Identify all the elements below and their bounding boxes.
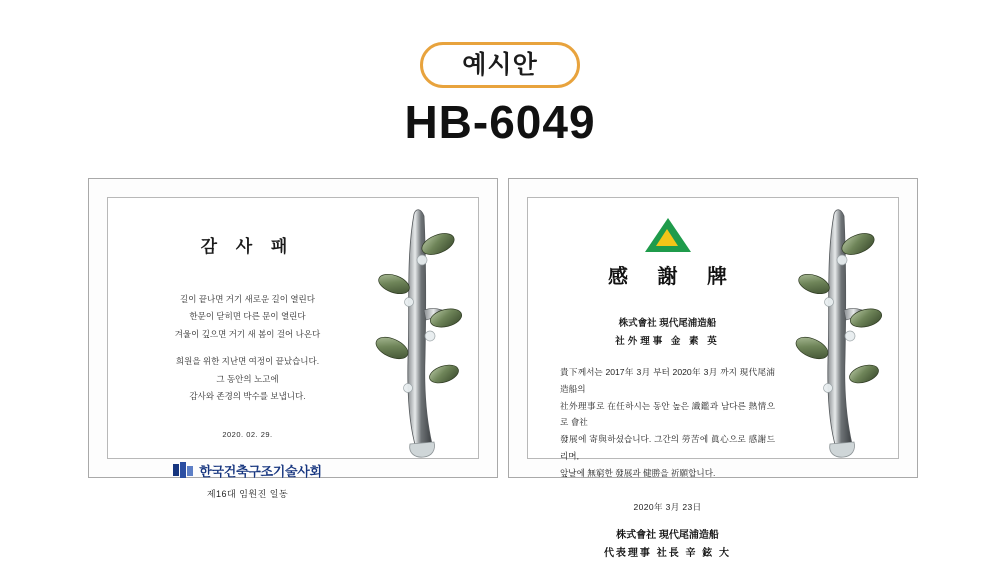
- plaque-right-recipient: [538, 315, 797, 350]
- plaque-left-body-line: 한문이 닫히면 다른 문이 열린다: [189, 311, 306, 322]
- model-code: HB-6049: [404, 96, 596, 148]
- plaque-left-org: [118, 461, 377, 480]
- plaque-right-body-line: 發展에 寄與하셨습니다. 그간의 勞苦에 眞心으로 感謝드리며,: [560, 434, 775, 461]
- plaque-right: [508, 178, 918, 560]
- plaque-left-org-name: 한국건축구조기술사회: [199, 463, 322, 479]
- plaque-right-signer-line: 代表理事 社長 辛 鉉 大: [603, 548, 732, 560]
- plaque-right-body-line: 貴下께서는 2017年 3月 부터 2020年 3月 까지 現代尾浦造船의: [560, 367, 775, 394]
- spacer: [118, 343, 377, 353]
- plaque-left: [88, 178, 498, 499]
- sample-badge: [420, 42, 580, 88]
- plaque-right-date: 2020年 3月 23日: [633, 502, 702, 513]
- plaque-left-body-line: 희원을 위한 지난면 여정이 끝났습니다.: [175, 356, 320, 367]
- plaque-right-body-line: 社外理事로 在任하시는 동안 높은 識鑑과 남다른 熱情으로 會社: [560, 400, 775, 428]
- plaque-right-signer: [538, 527, 797, 563]
- plaque-left-body-line: 길이 끝나면 거기 새로운 길이 열린다: [180, 294, 315, 304]
- plaque-right-recipient-line: 株式會社 現代尾浦造船: [618, 318, 717, 329]
- plaque-left-content: [108, 198, 383, 499]
- plaque-left-body-line: 그 동안의 노고에: [216, 373, 279, 384]
- plaque-right-body: [538, 364, 797, 481]
- korea-structural-engineers-logo-icon: [173, 462, 195, 478]
- plaque-left-org-sub: 제16대 임원진 일동: [206, 488, 289, 499]
- plaque-right-body-line: 앞날에 無窮한 發展과 健勝을 祈願합니다.: [560, 467, 716, 478]
- plaque-left-body-line: 겨울이 깊으면 거기 새 봄이 걸어 나온다: [174, 328, 321, 339]
- plaque-left-body: [118, 291, 377, 406]
- green-triangle-logo-icon: [645, 218, 691, 252]
- plaque-left-body-line: 감사와 존경의 박수를 보냅니다.: [189, 391, 306, 402]
- plaque-left-date: 2020. 02. 29.: [222, 429, 273, 439]
- plaque-left-title: 감 사 패: [200, 237, 295, 256]
- plaque-left-inner-frame: [107, 197, 479, 499]
- plaque-right-content: [528, 198, 803, 560]
- sample-badge-label: 예시안: [462, 50, 538, 79]
- plaque-right-inner-frame: [527, 197, 899, 560]
- plaque-right-signer-line: 株式會社 現代尾浦造船: [616, 530, 719, 542]
- plaque-right-recipient-line: 社外理事 金 素 英: [615, 335, 720, 347]
- plaque-right-title: 感 謝 牌: [607, 266, 740, 288]
- branch-ornament-left: [364, 198, 474, 458]
- branch-ornament-right: [784, 198, 894, 458]
